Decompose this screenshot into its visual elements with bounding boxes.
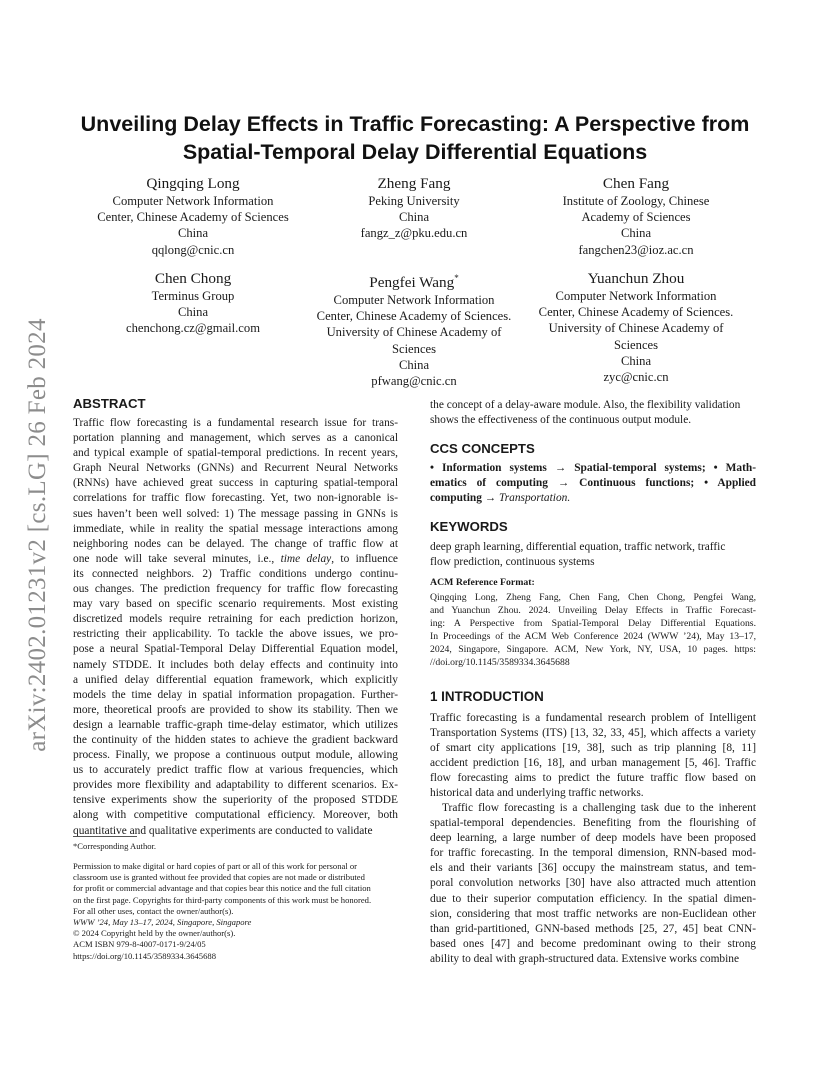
author-email[interactable]: fangz_z@pku.edu.cn	[360, 226, 468, 241]
text-line: a unified delay differential equation framework, which explicitly	[73, 673, 398, 686]
text-line: Traffic flow forecasting is a fundamental research issue for trans-	[73, 417, 398, 429]
title-line: Spatial-Temporal Delay Differential Equations	[182, 140, 648, 164]
paper-title	[70, 110, 760, 166]
text-line: quantitative and qualitative experiments are conducted to validate	[73, 824, 373, 837]
author-block	[73, 174, 313, 258]
text-line: one node will take several minutes, i.e., time delay, to influence	[73, 552, 398, 565]
author-affiliation: Computer Network Information Center, Chinese Academy of Sciences. University of Chinese Academy of Sciences China	[316, 293, 512, 372]
keywords-heading: KEYWORDS	[430, 519, 508, 534]
text-line: Graph Neural Networks (GNNs) and Recurrent Neural Networks	[73, 462, 398, 475]
text-line: for traffic forecasting. In the temporal dimension, RNN-based mod-	[430, 847, 756, 860]
author-affiliation: Peking University China	[368, 194, 460, 225]
text-line: design a learnable traffic-graph time-delay estimator, which utilizes	[73, 718, 398, 731]
text-line: discretized models require retraining for each prediction horizon,	[73, 613, 398, 626]
text-line: sion, considering that most traffic networks are non-Euclidean other	[430, 907, 756, 920]
text-line: accident prediction [16, 18], and urban management [5, 46]. Traffic	[430, 757, 756, 770]
text-line: (RNNs) have achieved great success in capturing spatial-temporal	[73, 477, 398, 490]
text-line: correlations for traffic flow forecasting. Yet, two non-ignorable is-	[73, 492, 398, 505]
author-email[interactable]: fangchen23@ioz.ac.cn	[578, 242, 694, 257]
permission-footnote: Permission to make digital or hard copies of part or all of this work for personal or classroom use is granted without fee provided that copies are not made or distributed for profit or commercial advantage and that copies bear this notice and the full citation on the first page. Copyrights for third-party components of this work must be honored. For all other uses, contact the owner/author(s). WWW ’24, May 13–17, 2024, Singapore, Singapore © 2024 Copyright held by the owner/author(s). ACM ISBN 979-8-4007-0171-9/24/05 https://doi.org/10.1145/3589334.3645688	[73, 861, 399, 962]
arxiv-identifier[interactable]: arXiv:2402.01231v2 [cs.LG] 26 Feb 2024	[24, 318, 51, 752]
text-line: models the time delay in spatial information propagation. Further-	[73, 688, 398, 701]
text-line: computing → Transportation.	[430, 492, 571, 505]
text-line: poral convolution networks [30] have also attracted much attention	[430, 877, 756, 890]
introduction-p1	[430, 711, 756, 802]
text-line: pose a neural Spatial-Temporal Delay Differential Equation model,	[73, 643, 398, 656]
text-line: ematics of computing → Continuous functions; • Applied	[430, 477, 756, 490]
isbn-line: ACM ISBN 979-8-4007-0171-9/24/05	[73, 939, 206, 950]
author-name: Zheng Fang	[377, 175, 451, 192]
abstract-body	[73, 416, 398, 839]
text-line: and typical example of spatial-temporal predictions. In recent years,	[73, 447, 398, 460]
author-affiliation: Terminus Group China	[151, 289, 235, 320]
author-name: Yuanchun Zhou	[587, 270, 685, 287]
text-line: sues haven’t been well solved: 1) The message passing in GNNs is	[73, 507, 398, 520]
footnote-rule	[73, 836, 137, 837]
text-line: due to their superior computation efficiency. In the spatial dimen-	[430, 892, 756, 905]
text-line: 2024, Singapore, Singapore. ACM, New York, NY, USA, 10 pages. https:	[430, 644, 756, 656]
corresponding-footnote: *Corresponding Author.	[73, 841, 157, 851]
ccs-heading: CCS CONCEPTS	[430, 441, 535, 456]
author-block	[300, 269, 528, 389]
text-line: than grid-partitioned, GNN-based methods [25, 27, 45] beat CNN-	[430, 922, 756, 935]
text-line: ing: A Perspective from Spatial-Temporal Delay Differential Equations.	[430, 618, 756, 630]
text-line: along with competitive computational efficiency. Moreover, both	[73, 809, 398, 822]
text-line: its connected neighbors. 2) Traffic conditions undergo continu-	[73, 567, 398, 580]
corresponding-mark: *	[454, 273, 459, 283]
author-name: Pengfei Wang*	[369, 273, 459, 292]
text-line: spatial-temporal dependencies. Benefiting from the flourishing of	[430, 817, 756, 830]
author-name: Qingqing Long	[146, 175, 240, 192]
keywords-list: deep graph learning, differential equation, traffic network, traffic flow prediction, continuous systems	[430, 541, 726, 569]
text-line: portation planning and management, which serves as a canonical	[73, 432, 398, 445]
text-line: based ones [47] and become predominant owing to their strong	[430, 937, 756, 950]
text-line: tensive experiments show the superiority of the proposed STDDE	[73, 794, 398, 807]
text-line: neighboring nodes can be delayed. The change of traffic flow at	[73, 537, 398, 550]
author-email[interactable]: qqlong@cnic.cn	[151, 242, 235, 257]
text-line: ous changes. The prediction frequency for traffic flow forecasting	[73, 583, 398, 596]
author-email[interactable]: chenchong.cz@gmail.com	[126, 321, 260, 336]
doi-link[interactable]: https://doi.org/10.1145/3589334.3645688	[73, 950, 216, 961]
text-line: Traffic flow forecasting is a challenging task due to the inherent	[442, 802, 756, 814]
text-line: immediate, while in reality the spatial message interactions among	[73, 522, 398, 535]
text-line: may vary based on specific scenario requirements. Most existing	[73, 598, 398, 611]
title-line: Unveiling Delay Effects in Traffic Forecasting: A Perspective from	[80, 112, 750, 136]
text-line: Transportation Systems (ITS) [13, 32, 33, 45], which affects a variety	[430, 727, 756, 740]
author-affiliation: Computer Network Information Center, Chinese Academy of Sciences China	[97, 194, 289, 241]
author-block	[516, 174, 756, 258]
text-line: more, theoretical proofs are provided to show its stability. Then we	[73, 703, 398, 716]
author-email[interactable]: pfwang@cnic.cn	[371, 374, 457, 389]
author-name: Chen Fang	[602, 175, 670, 192]
text-line: restricting their applicability. To tackle the above issues, we pro-	[73, 628, 398, 641]
author-block	[516, 269, 756, 385]
introduction-heading: 1 INTRODUCTION	[430, 689, 544, 704]
text-line: In Proceedings of the ACM Web Conference 2024 (WWW ’24), May 13–17,	[430, 631, 756, 643]
arxiv-stamp[interactable]	[18, 295, 58, 775]
text-line: provides more flexibility and adaptability to different scenarios. Ex-	[73, 779, 398, 792]
text-line: els and their variants [36] occupy the mainstream status, and tem-	[430, 862, 756, 875]
text-line: process. Finally, we propose a continuous output module, allowing	[73, 749, 398, 762]
text-line: • Information systems → Spatial-temporal systems; • Math-	[430, 462, 756, 474]
abstract-heading: ABSTRACT	[73, 396, 146, 411]
copyright-line: © 2024 Copyright held by the owner/author(s).	[73, 928, 236, 939]
text-line: the continuity of the hidden states to achieve the gradient backward	[73, 733, 398, 746]
text-line: and Yuanchun Zhou. 2024. Unveiling Delay Effects in Traffic Forecast-	[430, 605, 756, 617]
text-line: of smart city applications [19, 38], such as trip planning [8, 11]	[430, 742, 756, 755]
introduction-p2	[430, 801, 756, 967]
abstract-continued: the concept of a delay-aware module. Also, the flexibility validation shows the effectiveness of the continuous output module.	[430, 399, 741, 427]
author-block	[300, 174, 528, 242]
author-email[interactable]: zyc@cnic.cn	[603, 370, 669, 385]
author-block	[73, 269, 313, 337]
author-affiliation: Institute of Zoology, Chinese Academy of Sciences China	[562, 194, 710, 241]
text-line: namely STDDE. It includes both delay effects and continuity into	[73, 658, 398, 671]
text-line: ability to deal with graph-structured data. Extensive works combine	[430, 952, 740, 965]
text-line: us to accurately predict traffic flow at various frequencies, which	[73, 764, 398, 777]
author-affiliation: Computer Network Information Center, Chinese Academy of Sciences. University of Chinese Academy of Sciences China	[538, 289, 734, 368]
acm-ref-heading: ACM Reference Format:	[430, 577, 535, 588]
text-line: //doi.org/10.1145/3589334.3645688	[430, 657, 570, 669]
text-line: flow forecasting aims to predict the future traffic flow based on	[430, 772, 756, 785]
acm-reference	[430, 591, 756, 670]
venue-line: WWW ’24, May 13–17, 2024, Singapore, Singapore	[73, 917, 252, 928]
ccs-concepts	[430, 461, 756, 506]
text-line: historical data and underlying traffic networks.	[430, 787, 644, 800]
text-line: deep learning, a large number of deep models have been proposed	[430, 832, 756, 845]
text-line: Traffic forecasting is a fundamental research problem of Intelligent	[430, 712, 756, 724]
text-line: Qingqing Long, Zheng Fang, Chen Fang, Chen Chong, Pengfei Wang,	[430, 592, 756, 603]
author-name: Chen Chong	[154, 270, 232, 287]
